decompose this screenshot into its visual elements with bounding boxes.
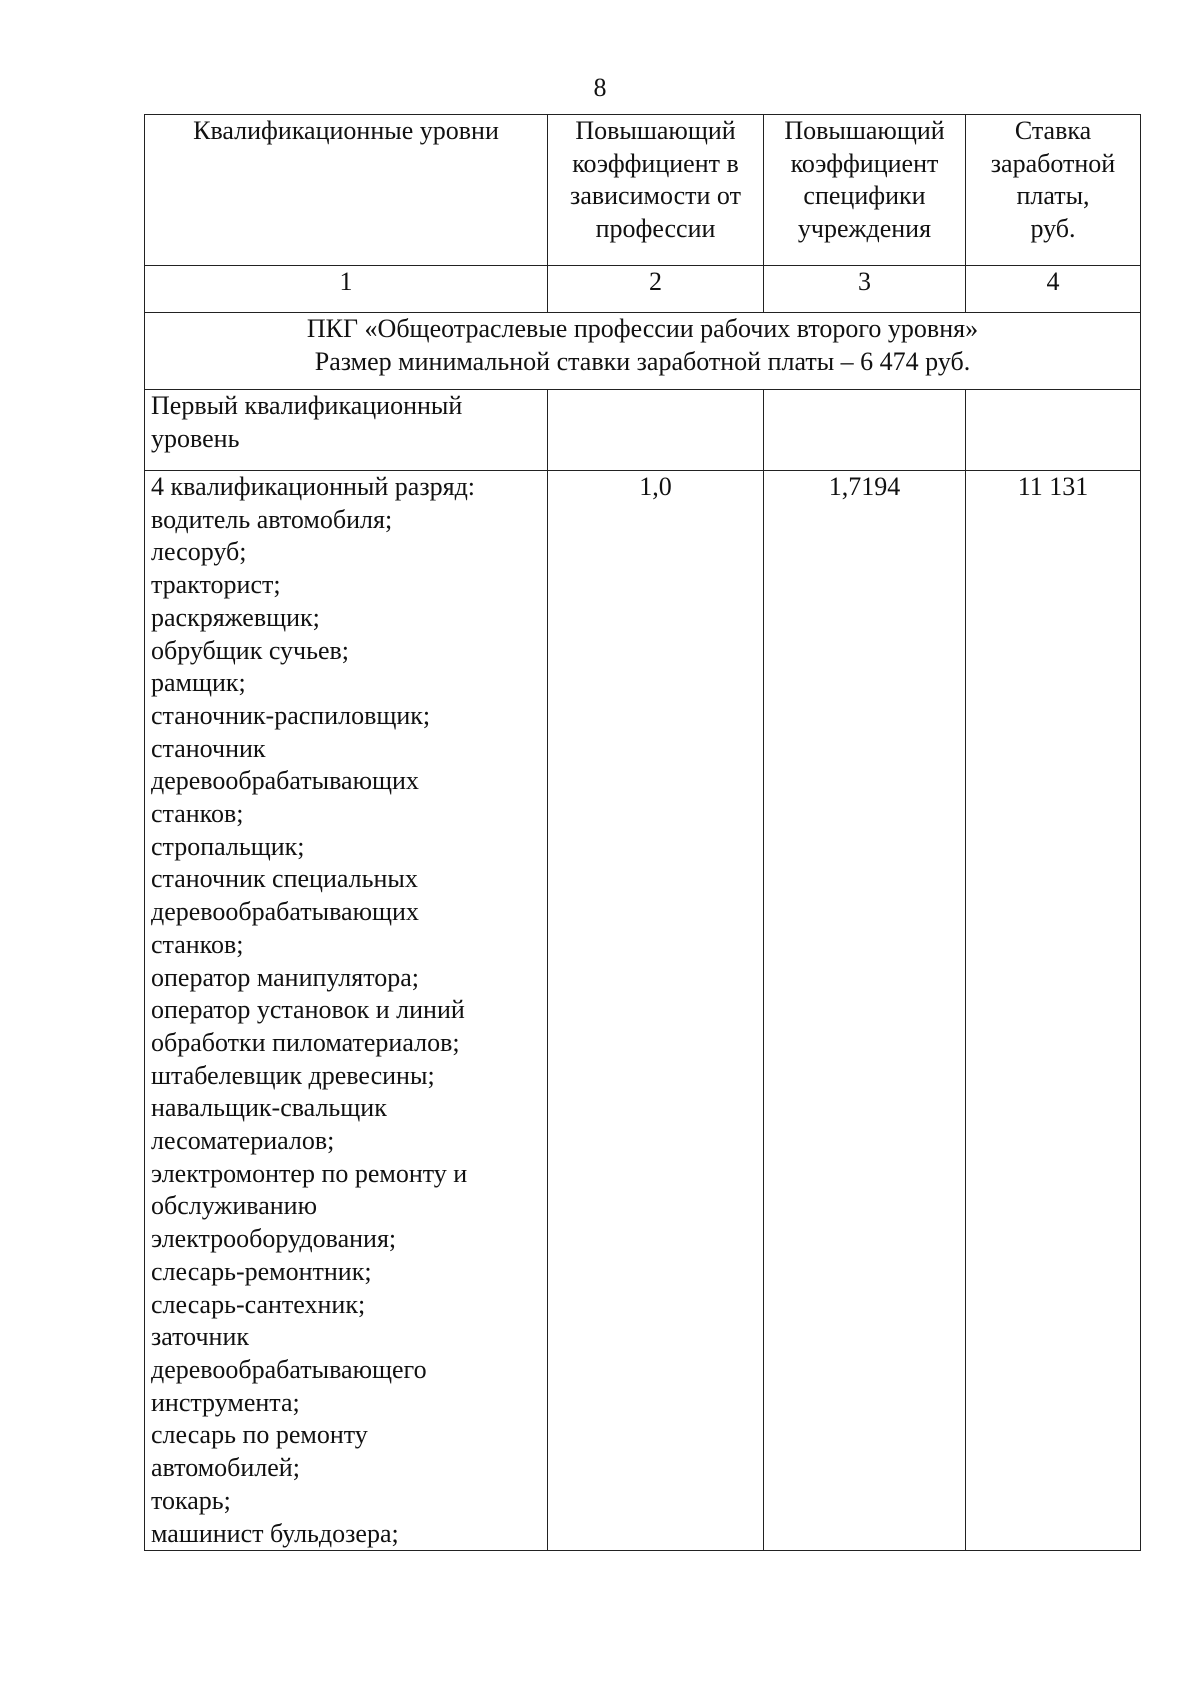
column-number: 3 (764, 266, 966, 313)
salary-rate-value: 11 131 (966, 471, 1141, 1551)
profession-line: обработки пиломатериалов; (151, 1027, 460, 1057)
profession-line: заточник (151, 1322, 250, 1352)
profession-line: лесоматериалов; (151, 1126, 335, 1156)
level-label: Первый квалификационный уровень (145, 390, 548, 471)
profession-list (145, 471, 548, 1551)
profession-line: слесарь по ремонту (151, 1420, 368, 1450)
profession-line: слесарь-сантехник; (151, 1289, 366, 1319)
profession-line: рамщик; (151, 668, 246, 698)
column-number: 1 (145, 266, 548, 313)
profession-line: электромонтер по ремонту и (151, 1158, 468, 1188)
profession-line: оператор установок и линий (151, 995, 465, 1025)
profession-line: деревообрабатывающих (151, 766, 419, 796)
profession-line: обслуживанию (151, 1191, 318, 1221)
institution-coefficient-value: 1,7194 (764, 471, 966, 1551)
profession-line: инструмента; (151, 1387, 300, 1417)
wage-rate-table (144, 114, 1141, 1551)
profession-line: станков; (151, 929, 244, 959)
profession-line: тракторист; (151, 570, 281, 600)
profession-line: токарь; (151, 1485, 231, 1515)
profession-line: водитель автомобиля; (151, 504, 393, 534)
profession-line: станков; (151, 799, 244, 829)
profession-line: деревообрабатывающих (151, 897, 419, 927)
table-header-row (145, 115, 1141, 266)
profession-line: обрубщик сучьев; (151, 635, 350, 665)
header-qualification-levels: Квалификационные уровни (145, 115, 548, 266)
profession-line: оператор манипулятора; (151, 962, 419, 992)
profession-line: деревообрабатывающего (151, 1354, 427, 1384)
profession-line: автомобилей; (151, 1453, 300, 1483)
empty-cell (548, 390, 764, 471)
group-title: ПКГ «Общеотраслевые профессии рабочих второго уровня» (306, 314, 979, 343)
column-number-row (145, 266, 1141, 313)
profession-line: лесоруб; (151, 537, 247, 567)
profession-line: станочник (151, 733, 266, 763)
column-number: 4 (966, 266, 1141, 313)
profession-line: станочник специальных (151, 864, 418, 894)
profession-line: электрооборудования; (151, 1224, 397, 1254)
profession-line: штабелевщик древесины; (151, 1060, 435, 1090)
group-cell (145, 313, 1141, 390)
profession-line: машинист бульдозера; (151, 1518, 399, 1548)
page-number: 8 (593, 73, 607, 102)
group-subtitle: Размер минимальной ставки заработной платы – 6 474 руб. (314, 346, 971, 376)
header-profession-coefficient: Повышающий коэффициент в зависимости от профессии (548, 115, 764, 266)
column-number: 2 (548, 266, 764, 313)
header-institution-coefficient: Повышающий коэффициент специфики учреждения (764, 115, 966, 266)
group-row (145, 313, 1141, 390)
empty-cell (764, 390, 966, 471)
profession-line: навальщик-свальщик (151, 1093, 387, 1123)
empty-cell (966, 390, 1141, 471)
table-row (145, 471, 1141, 1551)
profession-line: станочник-распиловщик; (151, 700, 431, 730)
profession-line: раскряжевщик; (151, 602, 320, 632)
profession-line: слесарь-ремонтник; (151, 1256, 372, 1286)
level-row (145, 390, 1141, 471)
header-salary-rate: Ставка заработной платы, руб. (966, 115, 1141, 266)
profession-line: стропальщик; (151, 831, 305, 861)
profession-line: 4 квалификационный разряд: (151, 472, 476, 501)
profession-coefficient-value: 1,0 (548, 471, 764, 1551)
